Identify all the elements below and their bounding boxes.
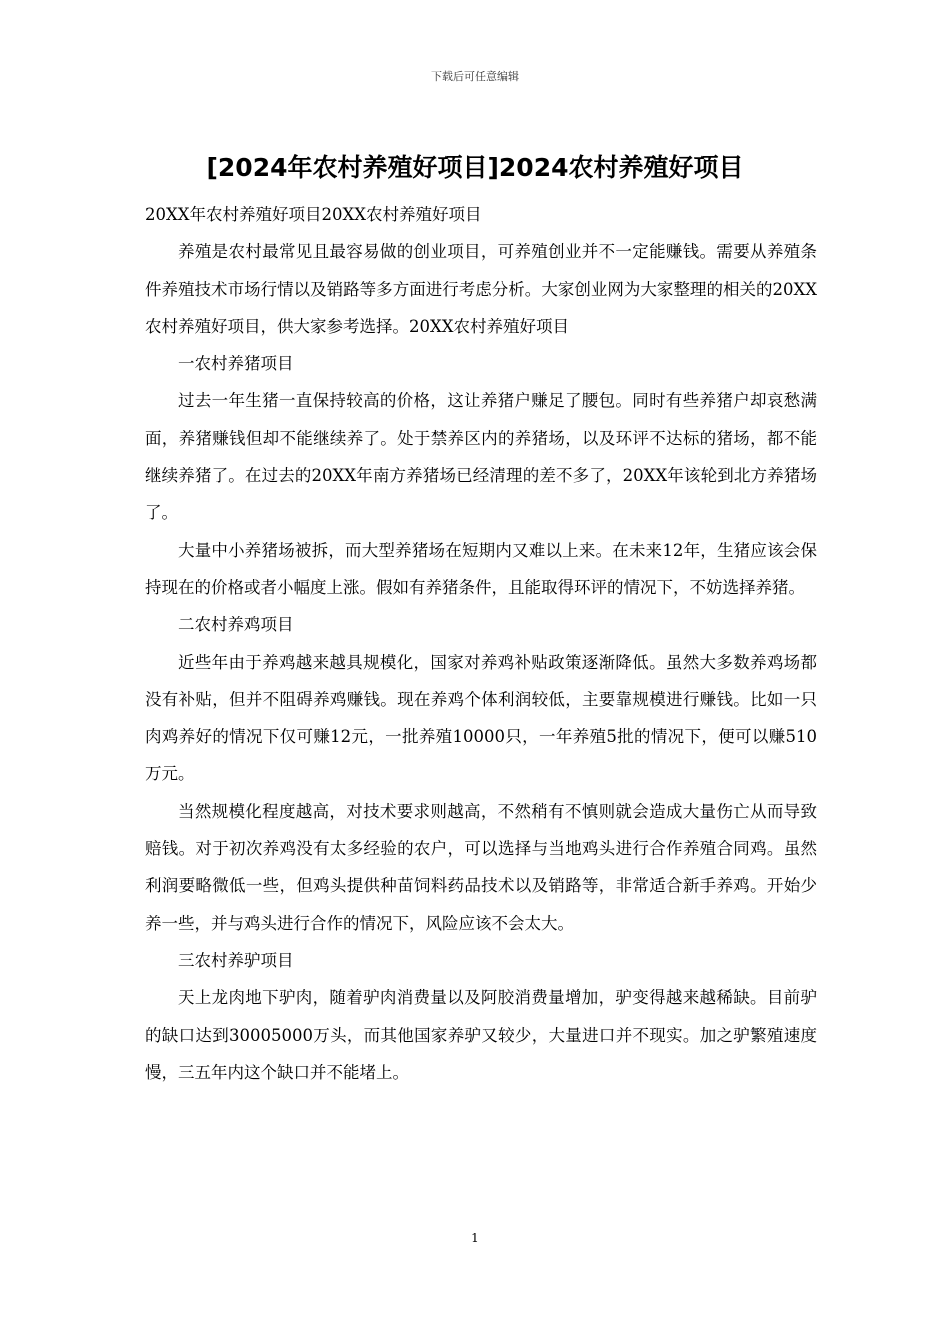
page-header-note: 下载后可任意编辑 bbox=[431, 70, 519, 83]
document-title: [2024年农村养殖好项目]2024农村养殖好项目 bbox=[206, 153, 744, 182]
paragraph: 天上龙肉地下驴肉，随着驴肉消费量以及阿胶消费量增加，驴变得越来越稀缺。目前驴的缺口达到30005000万头，而其他国家养驴又较少，大量进口并不现实。加之驴繁殖速度慢，三五年内这个缺口并不能堵上。 bbox=[145, 988, 817, 1082]
page-number: 1 bbox=[471, 1231, 479, 1245]
document-body bbox=[145, 196, 817, 1091]
paragraph: 养殖是农村最常见且最容易做的创业项目，可养殖创业并不一定能赚钱。需要从养殖条件养殖技术市场行情以及销路等多方面进行考虑分析。大家创业网为大家整理的相关的20XX农村养殖好项目，供大家参考选择。20XX农村养殖好项目 bbox=[145, 242, 817, 336]
paragraph: 大量中小养猪场被拆，而大型养猪场在短期内又难以上来。在未来12年，生猪应该会保持现在的价格或者小幅度上涨。假如有养猪条件，且能取得环评的情况下，不妨选择养猪。 bbox=[145, 540, 817, 597]
paragraph: 当然规模化程度越高，对技术要求则越高，不然稍有不慎则就会造成大量伤亡从而导致赔钱。对于初次养鸡没有太多经验的农户，可以选择与当地鸡头进行合作养殖合同鸡。虽然利润要略微低一些，但鸡头提供种苗饲料药品技术以及销路等，非常适合新手养鸡。开始少养一些，并与鸡头进行合作的情况下，风险应该不会太大。 bbox=[145, 801, 817, 933]
paragraph: 20XX年农村养殖好项目20XX农村养殖好项目 bbox=[145, 205, 482, 224]
section-heading: 一农村养猪项目 bbox=[178, 354, 294, 374]
paragraph: 过去一年生猪一直保持较高的价格，这让养猪户赚足了腰包。同时有些养猪户却哀愁满面，养猪赚钱但却不能继续养了。处于禁养区内的养猪场，以及环评不达标的猪场，都不能继续养猪了。在过去的20XX年南方养猪场已经清理的差不多了，20XX年该轮到北方养猪场了。 bbox=[145, 391, 817, 523]
section-heading: 三农村养驴项目 bbox=[178, 950, 294, 970]
section-heading: 二农村养鸡项目 bbox=[178, 615, 294, 635]
paragraph: 近些年由于养鸡越来越具规模化，国家对养鸡补贴政策逐渐降低。虽然大多数养鸡场都没有补贴，但并不阻碍养鸡赚钱。现在养鸡个体利润较低，主要靠规模进行赚钱。比如一只肉鸡养好的情况下仅可赚12元，一批养殖10000只，一年养殖5批的情况下，便可以赚510万元。 bbox=[145, 652, 817, 784]
